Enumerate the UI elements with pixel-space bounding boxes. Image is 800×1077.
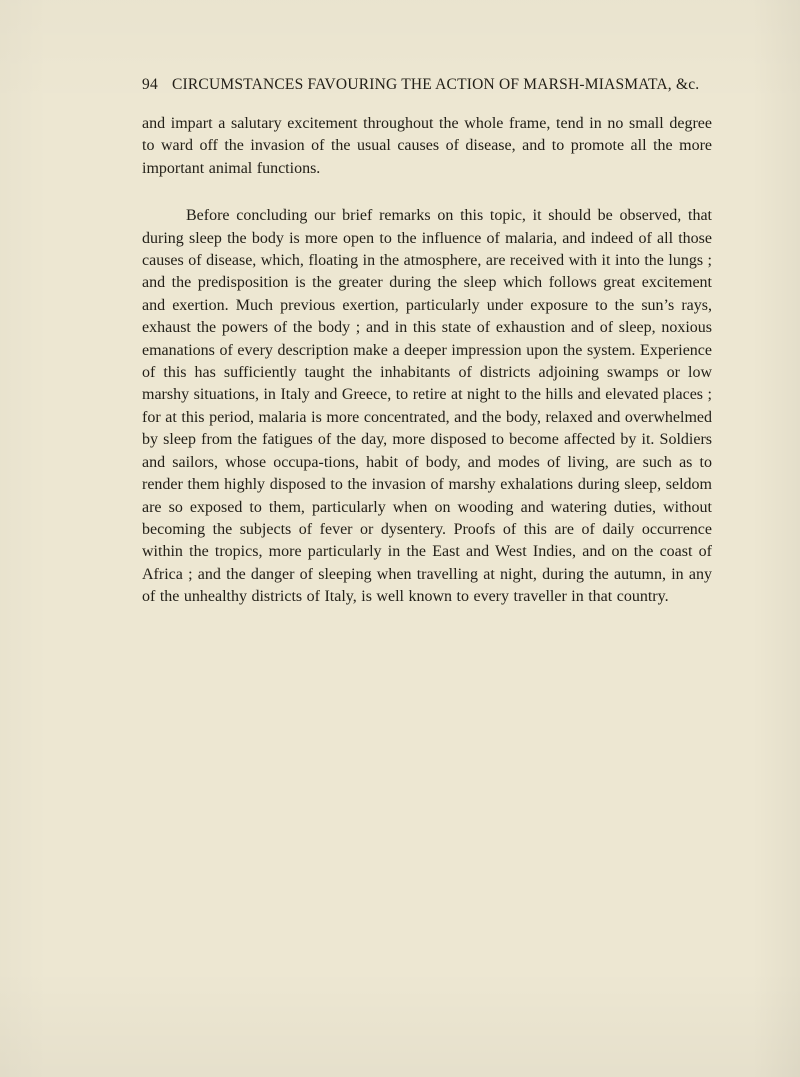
- running-head: [142, 76, 699, 94]
- body-text: [142, 113, 712, 609]
- paragraph-sleep-and-malaria: Before concluding our brief remarks on this topic, it should be observed, that during sleep the body is more open to the influence of malaria, and indeed of all those causes of disease, which, floating in the atmosphere, are received with it into the lungs ; and the predisposition is the greater during the sleep which follows great excitement and exertion. Much previous exertion, particularly under exposure to the sun’s rays, exhaust the powers of the body ; and in this state of exhaustion and of sleep, noxious emanations of every description make a deeper impression upon the system. Experience of this has sufficiently taught the inhabitants of districts adjoining swamps or low marshy situations, in Italy and Greece, to retire at night to the hills and elevated places ; for at this period, malaria is more concentrated, and the body, relaxed and overwhelmed by sleep from the fatigues of the day, more disposed to become affected by it. Soldiers and sailors, whose occupa-tions, habit of body, and modes of living, are such as to render them highly disposed to the invasion of marshy exhalations during sleep, seldom are so exposed to them, particularly when on wooding and watering duties, without becoming the subjects of fever or dysentery. Proofs of this are of daily occurrence within the tropics, more particularly in the East and West Indies, and on the coast of Africa ; and the danger of sleeping when travelling at night, during the autumn, in any of the unhealthy districts of Italy, is well known to every traveller in that country.: [142, 207, 712, 606]
- paragraph-continuation: and impart a salutary excitement throughout the whole frame, tend in no small degree to ward off the invasion of the usual causes of disease, and to promote all the more important animal functions.: [142, 115, 712, 177]
- running-title: CIRCUMSTANCES FAVOURING THE ACTION OF MARSH-MIASMATA, &c.: [171, 76, 700, 93]
- page-number: 94: [142, 76, 158, 93]
